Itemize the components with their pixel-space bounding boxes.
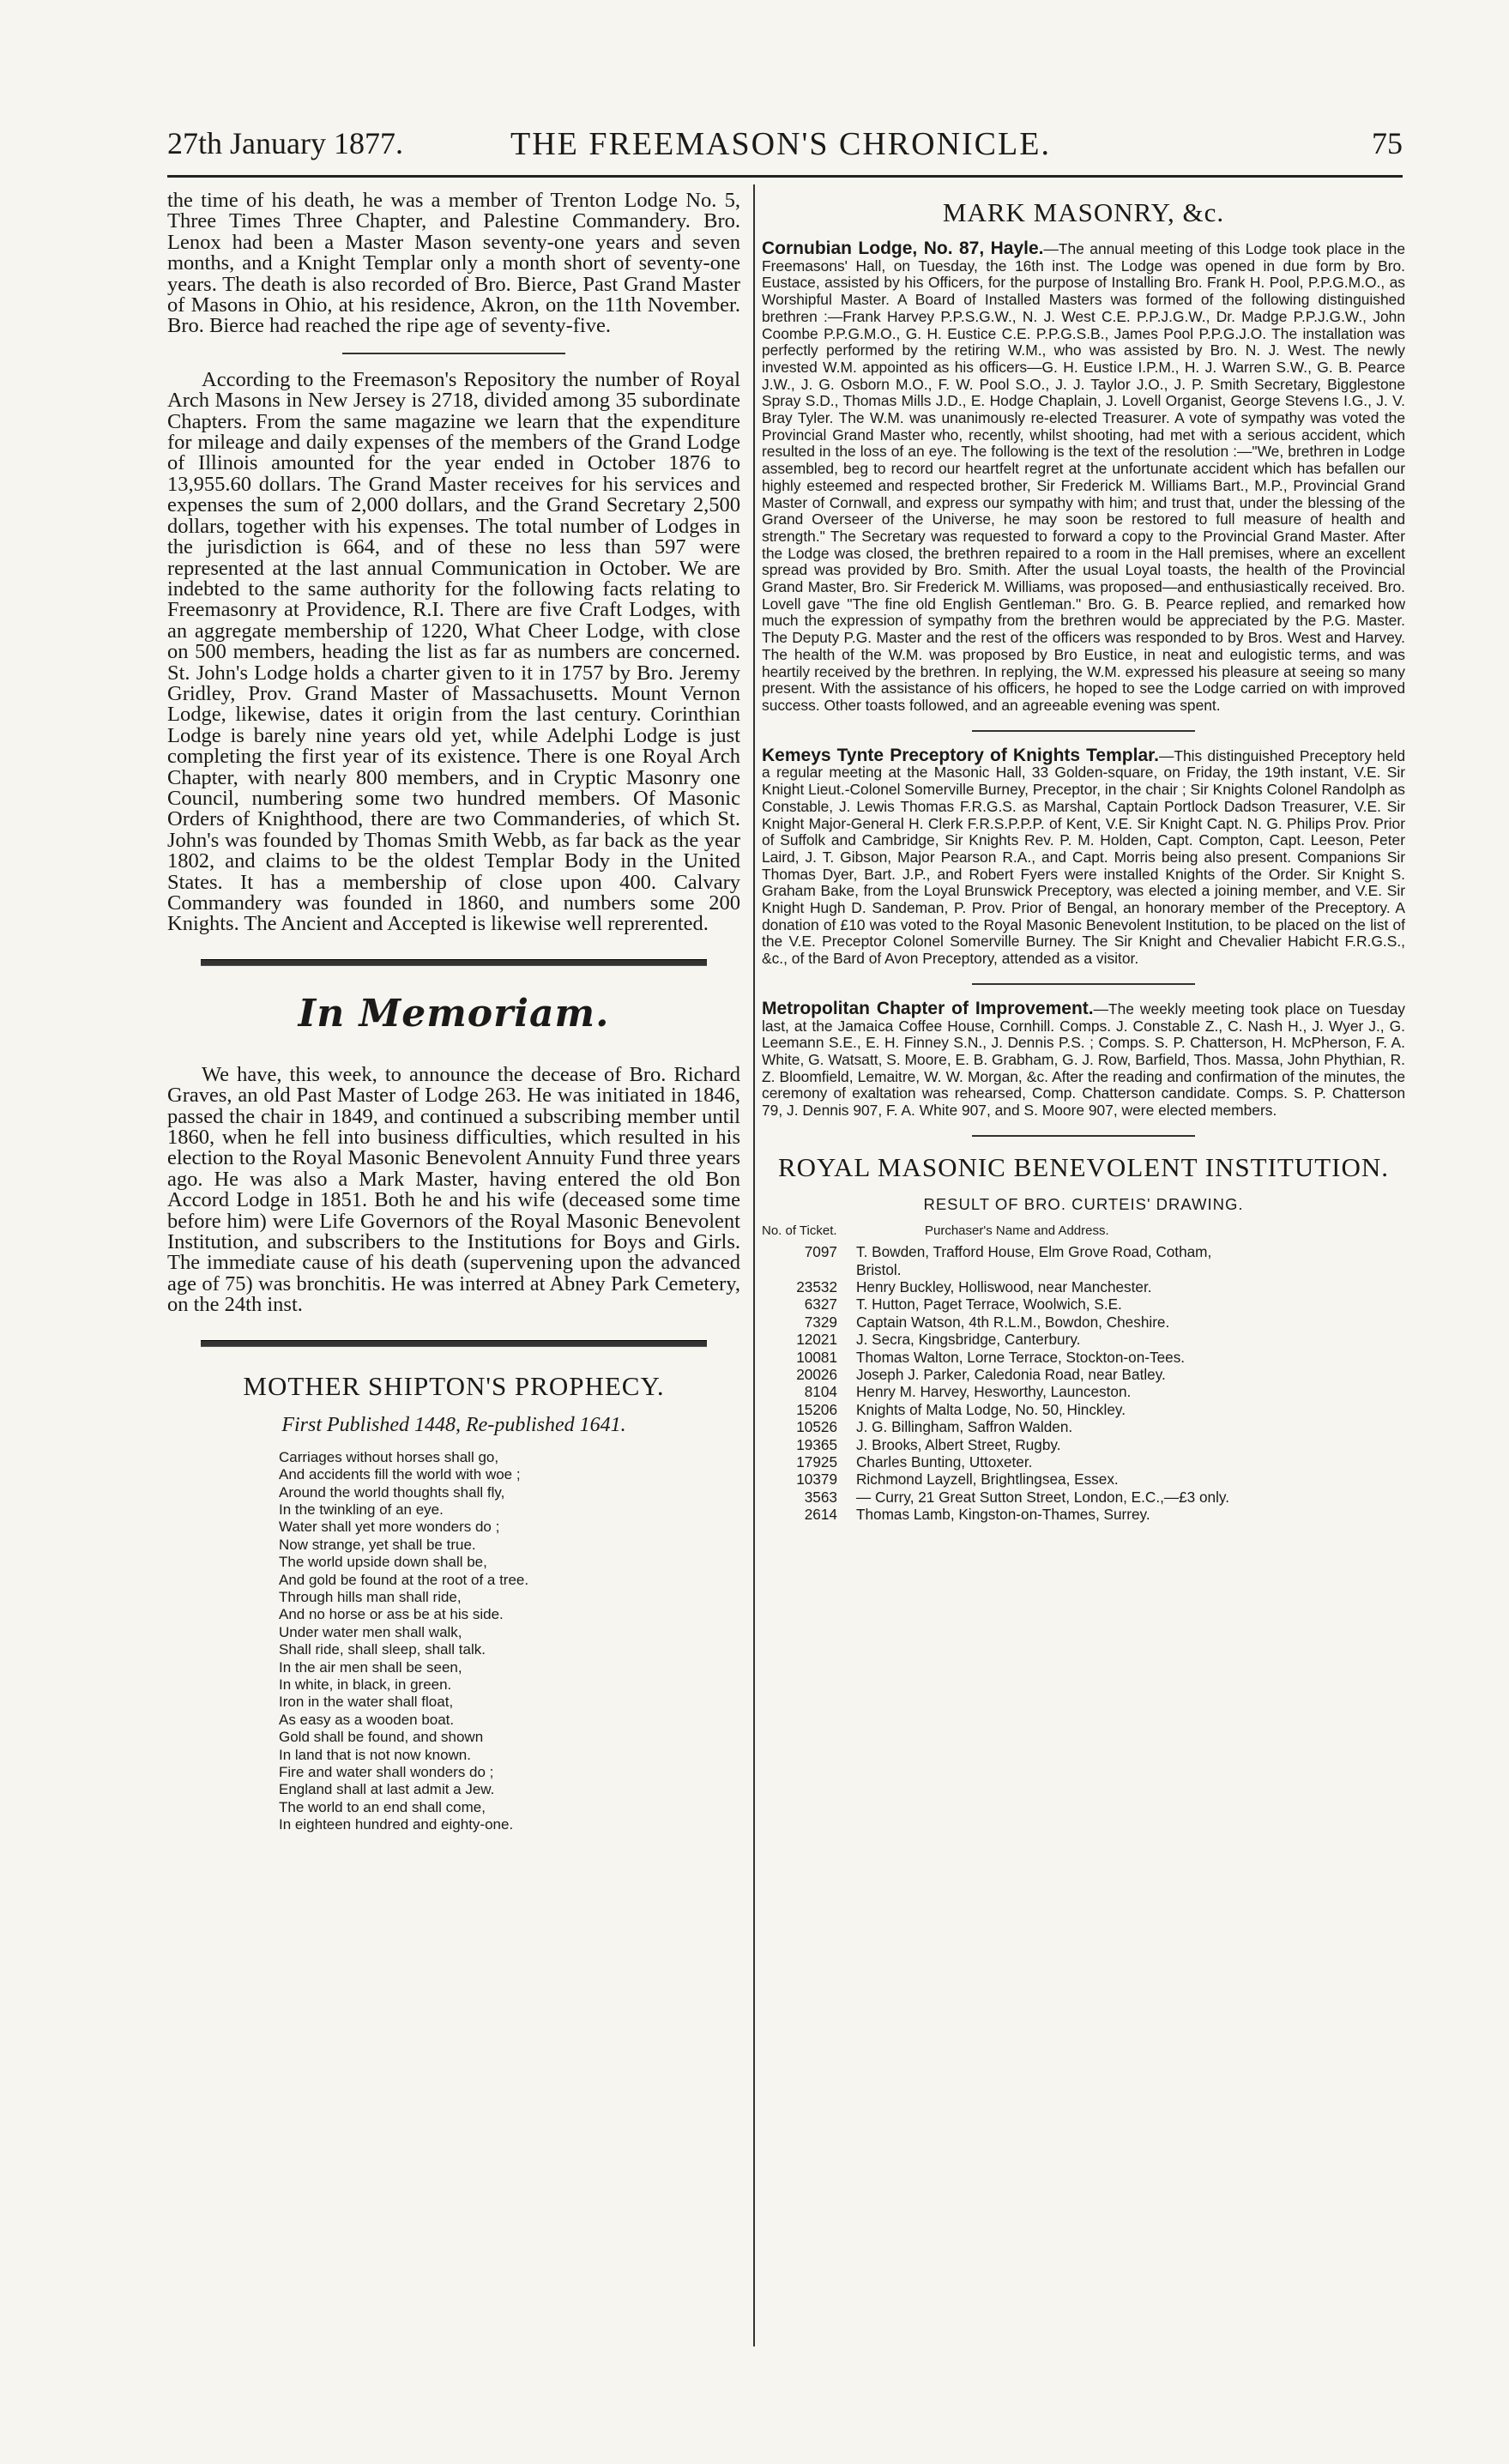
ticket-number: 20026	[796, 1366, 837, 1383]
table-row	[762, 1314, 1405, 1331]
masthead	[167, 120, 1403, 172]
ticket-number: 23532	[796, 1277, 837, 1295]
table-row	[762, 1243, 1405, 1260]
ticket-number: 10081	[796, 1348, 837, 1366]
page-number: 75	[1372, 126, 1403, 160]
poem-line: Under water men shall walk,	[279, 1623, 462, 1640]
ticket-number: 7329	[804, 1313, 837, 1331]
memoriam-text: We have, this week, to announce the decease of Bro. Richard Graves, an old Past Master of Lodge 263. He was initiated in 1846, passed the chair in 1849, and continued a subscribing member until 1860, when he fell into business difficulties, which resulted in his election to the Royal Masonic Benevolent Annuity Fund three years ago. He was also a Mark Master, having entered the old Bon Accord Lodge in 1851. Both he and his wife (deceased some time before him) were Life Governors of the Royal Masonic Benevolent Institution, and subscribers to the Institutions for Boys and Girls. The immediate cause of his death (supervening upon the advanced age of 75) was bronchitis. He was interred at Abney Park Cemetery, on the 24th inst.	[167, 1062, 740, 1317]
purchaser: Henry Buckley, Holliswood, near Manchester.	[856, 1277, 1152, 1295]
ticket-number: 2614	[804, 1506, 837, 1524]
table-row	[762, 1331, 1405, 1348]
metropolitan-text: —The weekly meeting took place on Tuesday last, at the Jamaica Coffee House, Cornhill. Comps. J. Constable Z., C. Nash H., J. Wyer J., G. Leemann S.E., E. H. Finney S.N., J. Dennis P.S. ; Comps. S. P. Chatterson, H. McPherson, F. A. White, G. Watsatt, S. Moore, E. B. Grabham, G. J. Row, Barfield, Thos. Massa, John Phythian, R. Z. Bloomfield, Lemaitre, W. W. Morgan, &c. After the reading and confirmation of the minutes, the ceremony of exaltation was rehearsed, Comp. Chatterson candidate. Comps. S. P. Chatterson 79, J. Dennis 907, F. A. White 907, and S. Moore 907, were elected members.	[762, 999, 1406, 1120]
poem-line: The world to an end shall come,	[279, 1798, 486, 1815]
prophecy-poem	[279, 1449, 740, 1834]
obituary-continued: the time of his death, he was a member of Trenton Lodge No. 5, Three Times Three Chapter, and Palestine Commandery. Bro. Lenox had been a Master Mason seventy-one years and seven months, and a Knight Templar only a month short of seventy-one years. The death is also recorded of Bro. Bierce, Past Grand Master of Masons in Ohio, at his residence, Akron, on the 11th November. Bro. Bierce had reached the ripe age of seventy-five.	[167, 189, 740, 338]
poem-line: Now strange, yet shall be true.	[279, 1536, 476, 1553]
prophecy-subheading: First Published 1448, Re-published 1641.	[281, 1413, 626, 1436]
purchaser: Bristol.	[856, 1260, 902, 1278]
ticket-number: 3563	[804, 1488, 837, 1506]
ticket-number: 12021	[796, 1331, 837, 1349]
table-row	[762, 1436, 1405, 1453]
purchaser: J. G. Billingham, Saffron Walden.	[856, 1418, 1073, 1436]
kemeys-report	[762, 747, 1405, 968]
heavy-divider	[201, 959, 707, 966]
memoriam-heading: In Memoriam.	[298, 991, 610, 1036]
purchaser: Knights of Malta Lodge, No. 50, Hinckley.	[856, 1400, 1126, 1418]
ticket-number: 17925	[796, 1453, 837, 1471]
poem-line: And no horse or ass be at his side.	[279, 1606, 504, 1623]
table-row	[762, 1261, 1405, 1278]
poem-line: In eighteen hundred and eighty-one.	[279, 1816, 514, 1833]
publication-title: THE FREEMASON'S CHRONICLE.	[510, 126, 1051, 162]
column-separator	[753, 184, 755, 2346]
table-row	[762, 1489, 1405, 1506]
table-row	[762, 1418, 1405, 1435]
purchaser: T. Bowden, Trafford House, Elm Grove Road, Cotham,	[856, 1243, 1212, 1261]
table-row	[762, 1401, 1405, 1418]
poem-line: Water shall yet more wonders do ;	[279, 1519, 500, 1536]
ticket-number	[762, 1261, 856, 1278]
ticket-number: 6327	[804, 1295, 837, 1314]
ticket-number: 10379	[796, 1471, 837, 1489]
poem-line: In the air men shall be seen,	[279, 1658, 462, 1676]
right-column	[762, 190, 1405, 1524]
poem-line: Through hills man shall ride,	[279, 1588, 462, 1605]
purchaser: Joseph J. Parker, Caledonia Road, near Batley.	[856, 1366, 1166, 1383]
table-row	[762, 1278, 1405, 1295]
poem-line: As easy as a wooden boat.	[279, 1711, 455, 1728]
ticket-column-header: No. of Ticket.	[762, 1223, 837, 1238]
drawing-results-table	[762, 1223, 1405, 1524]
poem-line: Carriages without horses shall go,	[279, 1448, 499, 1465]
ticket-number: 8104	[804, 1383, 837, 1401]
table-header	[762, 1223, 1405, 1240]
cornubian-lead: Cornubian Lodge, No. 87, Hayle.	[762, 239, 1044, 258]
metropolitan-lead: Metropolitan Chapter of Improvement.	[762, 998, 1094, 1018]
section-divider	[972, 983, 1195, 985]
purchaser: Thomas Lamb, Kingston-on-Thames, Surrey.	[856, 1506, 1150, 1524]
table-row	[762, 1453, 1405, 1471]
kemeys-text: —This distinguished Preceptory held a regular meeting at the Masonic Hall, 33 Golden-square, on Friday, the 19th instant, V.E. Sir Knight Lieut.-Colonel Somerville Burney, Preceptor, in the chair ; Sir Knights Colonel Randolph as Constable, J. Lewis Thomas F.R.G.S. as Marshal, Captain Portlock Dadson Treasurer, V.E. Sir Knight Major-General H. Clerk F.R.S.P.P.P. of Kent, V.E. Sir Knight Capt. N. G. Philips Prov. Prior of Suffolk and Cambridge, Sir Knights Rev. P. M. Holden, Capt. Compton, Capt. Leeson, Peter Laird, J. T. Gibson, Major Pearson R.A., and Capt. Morris being also present. Companions Sir Thomas Dyer, Bart. J.P., and Robert Fyers were installed Knights of the Order. Sir Knight S. Graham Bake, from the Loyal Brunswick Preceptory, was elected a joining member, and V.E. Sir Knight Hugh D. Sandeman, P. Prov. Prior of Bengal, an honorary member of the Preceptory. A donation of £10 was voted to the Royal Masonic Benevolent Institution, to be placed on the list of the V.E. Preceptor Colonel Somerville Burney. The Sir Knight and Chevalier Habicht F.R.G.S., &c., of the Bard of Avon Preceptory, attended as a visitor.	[762, 746, 1405, 968]
section-divider	[342, 353, 565, 354]
mark-masonry-heading: MARK MASONRY, &c.	[942, 197, 1225, 227]
metropolitan-report	[762, 1000, 1405, 1120]
poem-line: And accidents fill the world with woe ;	[279, 1466, 521, 1483]
rmbi-subheading: RESULT OF BRO. CURTEIS' DRAWING.	[923, 1194, 1244, 1213]
poem-line: In the twinkling of an eye.	[279, 1501, 444, 1518]
poem-line: The world upside down shall be,	[279, 1554, 487, 1571]
ticket-number: 10526	[796, 1418, 837, 1436]
name-column-header: Purchaser's Name and Address.	[925, 1223, 1109, 1238]
prophecy-heading: MOTHER SHIPTON'S PROPHECY.	[243, 1370, 665, 1401]
poem-line: Around the world thoughts shall fly,	[279, 1483, 505, 1501]
ticket-number: 15206	[796, 1400, 837, 1418]
poem-line: And gold be found at the root of a tree.	[279, 1571, 529, 1588]
purchaser: Henry M. Harvey, Hesworthy, Launceston.	[856, 1383, 1132, 1401]
article-repository: According to the Freemason's Repository the number of Royal Arch Masons in New Jersey is 2718, divided among 35 subordinate Chapters. From the same magazine we learn that the expenditure for mileage and daily expenses of the members of the Grand Lodge of Illinois amounted for the year ended in October 1876 to 13,955.60 dollars. The Grand Master receives for his services and expenses the sum of 2,000 dollars, and the Grand Secretary 2,500 dollars, together with his expenses. The total number of Lodges in the jurisdiction is 664, and of these no less than 597 were represented at the last annual Communication in October. We are indebted to the same authority for the following facts relating to Freemasonry at Providence, R.I. There are five Craft Lodges, with an aggregate membership of 1220, What Cheer Lodge, with close on 500 members, heading the list as far as numbers are concerned. St. John's Lodge holds a charter given to it in 1757 by Bro. Jeremy Gridley, Prov. Grand Master of Massachusetts. Mount Vernon Lodge, likewise, dates it origin from the last century. Corinthian Lodge is barely nine years old yet, while Adelphi Lodge is just completing the first year of its existence. There is one Royal Arch Chapter, with nearly 800 members, and in Cryptic Masonry one Council, numbering some two hundred members. Of Masonic Orders of Knighthood, there are two Commanderies, of which St. John's was founded by Thomas Smith Webb, as far back as the year 1802, and claims to be the oldest Templar Body in the United States. It has a membership of close upon 400. Calvary Commandery was founded in 1860, and numbers some 200 Knights. The Ancient and Accepted is likewise well reprerented.	[167, 367, 740, 936]
ticket-number: 19365	[796, 1435, 837, 1453]
purchaser: Charles Bunting, Uttoxeter.	[856, 1453, 1033, 1471]
poem-line: England shall at last admit a Jew.	[279, 1781, 495, 1798]
heavy-divider	[201, 1340, 707, 1347]
purchaser: J. Secra, Kingsbridge, Canterbury.	[856, 1331, 1081, 1349]
purchaser: J. Brooks, Albert Street, Rugby.	[856, 1435, 1061, 1453]
purchaser: Thomas Walton, Lorne Terrace, Stockton-on-Tees.	[856, 1348, 1186, 1366]
kemeys-lead: Kemeys Tynte Preceptory of Knights Templar.	[762, 745, 1159, 765]
purchaser: Captain Watson, 4th R.L.M., Bowdon, Cheshire.	[856, 1313, 1170, 1331]
table-row	[762, 1295, 1405, 1313]
table-row	[762, 1366, 1405, 1383]
masthead-rule	[167, 175, 1403, 178]
table-row	[762, 1471, 1405, 1488]
purchaser: — Curry, 21 Great Sutton Street, London, E.C.,—£3 only.	[856, 1488, 1229, 1506]
cornubian-text: —The annual meeting of this Lodge took place in the Freemasons' Hall, on Tuesday, the 16th inst. The Lodge was opened in due form by Bro. Eustace, assisted by his Officers, for the purpose of Installing Bro. Frank H. Pool, P.P.G.M.O., as Worshipful Master. A Board of Installed Masters was formed of the following distinguished brethren :—Frank Harvey P.P.S.G.W., N. J. West C.E. P.P.J.G.W., Dr. Madge P.P.J.G.W., John Coombe P.P.G.M.O., G. H. Eustice C.E. P.P.G.S.B., James Pool P.P.G.J.O. The installation was perfectly performed by the retiring W.M., who was assisted by Bro. N. J. West. The newly invested W.M. appointed as his officers—G. H. Eustice I.P.M., H. J. Warren S.W., G. B. Pearce J.W., J. G. Osborn M.O., F. W. Pool S.O., J. J. Taylor J.O., J. P. Smith Secretary, Bigglestone Spray S.D., Thomas Mills J.D., E. Hodge Chaplain, J. Lovell Organist, George Stevens I.G., J. V. Bray Tyler. The W.M. was unanimously re-elected Treasurer. A vote of sympathy was voted the Provincial Grand Master who, recently, whilst shooting, had met with a serious accident, which resulted in the loss of an eye. The following is the text of the resolution :—"We, brethren in Lodge assembled, beg to record our heartfelt regret at the unfortunate accident which has befallen our highly esteemed and respected brother, Sir Frederick M. Williams Bart., M.P., Provincial Grand Master of Cornwall, and express our sympathy with him; and trust that, under the blessing of the Grand Overseer of the Universe, he may soon be restored to full measure of health and strength." The Secretary was requested to forward a copy to the Provincial Grand Master. After the Lodge was closed, the brethren repaired to a room in the Hall premises, where an excellent spread was provided by Bro. Smith. After the usual Loyal toasts, the health of the Provincial Grand Master, Bro. Sir Frederick M. Williams, was proposed—and enthusiastically received. Bro. Lovell gave "The fine old English Gentleman." Bro. G. B. Pearce replied, and remarked how much the expression of sympathy from the brethren would be appreciated by the P.G. Master. The Deputy P.G. Master and the rest of the officers was responded to by Bros. West and Harvey. The health of the W.M. was proposed by Bro Eustice, in neat and eulogistic terms, and was heartily received by the brethren. In replying, the W.M. expressed his pleasure at seeing so many present. With the assistance of his officers, he hoped to see the Lodge carried on with improved success. Other toasts followed, and an agreeable evening was spent.	[762, 240, 1405, 714]
purchaser: Richmond Layzell, Brightlingsea, Essex.	[856, 1471, 1119, 1489]
poem-line: In white, in black, in green.	[279, 1676, 452, 1693]
rmbi-heading: ROYAL MASONIC BENEVOLENT INSTITUTION.	[777, 1151, 1390, 1182]
purchaser: T. Hutton, Paget Terrace, Woolwich, S.E.	[856, 1295, 1122, 1314]
poem-line: Shall ride, shall sleep, shall talk.	[279, 1641, 486, 1658]
cornubian-report	[762, 240, 1405, 715]
poem-line: Fire and water shall wonders do ;	[279, 1764, 494, 1780]
table-row	[762, 1506, 1405, 1523]
poem-line: Iron in the water shall float,	[279, 1694, 454, 1711]
poem-line: Gold shall be found, and shown	[279, 1729, 484, 1746]
section-divider	[972, 1135, 1195, 1137]
ticket-number: 7097	[804, 1243, 837, 1261]
left-column	[167, 190, 740, 1834]
issue-date: 27th January 1877.	[167, 126, 403, 160]
poem-line: In land that is not now known.	[279, 1746, 471, 1763]
table-row	[762, 1383, 1405, 1400]
section-divider	[972, 730, 1195, 732]
table-row	[762, 1349, 1405, 1366]
